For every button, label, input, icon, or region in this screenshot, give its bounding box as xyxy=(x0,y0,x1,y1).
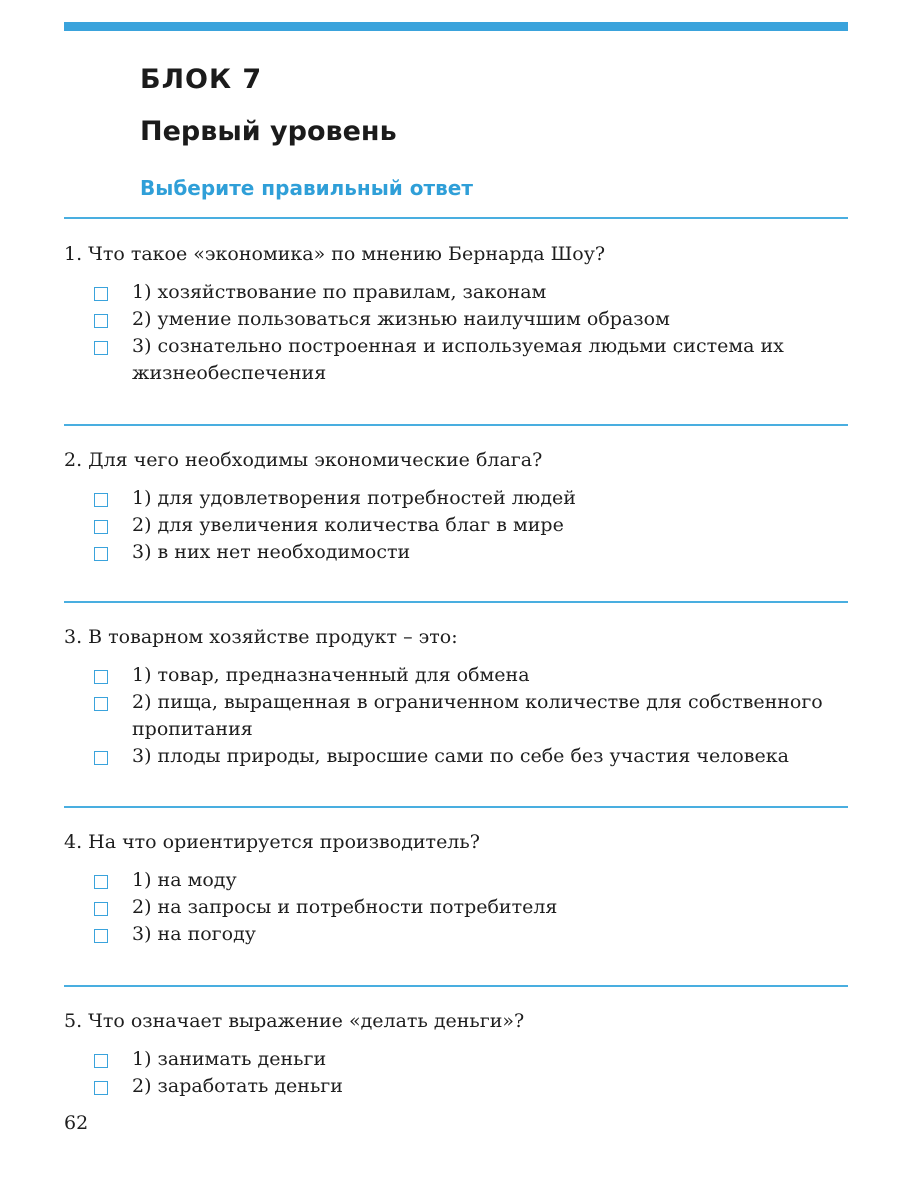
checkbox[interactable] xyxy=(94,751,108,765)
checkbox[interactable] xyxy=(94,341,108,355)
option-label: 3) на погоду xyxy=(132,923,256,945)
checkbox[interactable] xyxy=(94,875,108,889)
option-label: 1) товар, предназначенный для обмена xyxy=(132,664,530,686)
option-list xyxy=(64,662,848,770)
option-item[interactable] xyxy=(94,1046,848,1073)
option-item[interactable] xyxy=(94,662,848,689)
divider xyxy=(64,424,848,426)
option-item[interactable] xyxy=(94,894,848,921)
checkbox[interactable] xyxy=(94,493,108,507)
option-item[interactable] xyxy=(94,512,848,539)
checkbox[interactable] xyxy=(94,520,108,534)
level-title: Первый уровень xyxy=(140,116,397,147)
option-item[interactable] xyxy=(94,867,848,894)
option-item[interactable] xyxy=(94,743,848,770)
divider xyxy=(64,601,848,603)
question-3 xyxy=(64,624,848,770)
checkbox[interactable] xyxy=(94,697,108,711)
divider xyxy=(64,217,848,219)
option-list xyxy=(64,867,848,948)
option-item[interactable] xyxy=(94,306,848,333)
option-label: 1) хозяйствование по правилам, законам xyxy=(132,281,547,303)
option-label: 1) на моду xyxy=(132,869,237,891)
option-item[interactable] xyxy=(94,539,848,566)
question-text: 1. Что такое «экономика» по мнению Бернарда Шоу? xyxy=(64,243,606,265)
question-1 xyxy=(64,241,848,387)
page-number: 62 xyxy=(64,1112,89,1134)
option-item[interactable] xyxy=(94,279,848,306)
option-label: 3) в них нет необходимости xyxy=(132,541,411,563)
block-title: БЛОК 7 xyxy=(140,64,263,95)
question-5 xyxy=(64,1008,848,1100)
option-item[interactable] xyxy=(94,1073,848,1100)
checkbox[interactable] xyxy=(94,929,108,943)
option-label: 3) плоды природы, выросшие сами по себе без участия человека xyxy=(132,745,789,767)
option-label: 2) пища, выращенная в ограниченном количестве для собственного пропитания xyxy=(132,691,823,740)
checkbox[interactable] xyxy=(94,1054,108,1068)
top-accent-bar xyxy=(64,22,848,31)
instruction-heading: Выберите правильный ответ xyxy=(140,176,473,200)
checkbox[interactable] xyxy=(94,287,108,301)
checkbox[interactable] xyxy=(94,547,108,561)
option-label: 2) умение пользоваться жизнью наилучшим образом xyxy=(132,308,670,330)
option-label: 3) сознательно построенная и используемая людьми система их жизнеобеспечения xyxy=(132,335,784,384)
option-item[interactable] xyxy=(94,689,848,743)
option-list xyxy=(64,485,848,566)
option-item[interactable] xyxy=(94,921,848,948)
checkbox[interactable] xyxy=(94,902,108,916)
checkbox[interactable] xyxy=(94,1081,108,1095)
option-item[interactable] xyxy=(94,333,848,387)
question-4 xyxy=(64,829,848,948)
option-label: 2) заработать деньги xyxy=(132,1075,343,1097)
question-2 xyxy=(64,447,848,566)
option-label: 2) на запросы и потребности потребителя xyxy=(132,896,558,918)
checkbox[interactable] xyxy=(94,314,108,328)
divider xyxy=(64,806,848,808)
option-list xyxy=(64,1046,848,1100)
option-label: 1) занимать деньги xyxy=(132,1048,327,1070)
option-item[interactable] xyxy=(94,485,848,512)
question-text: 4. На что ориентируется производитель? xyxy=(64,831,480,853)
option-label: 2) для увеличения количества благ в мире xyxy=(132,514,564,536)
question-text: 2. Для чего необходимы экономические блага? xyxy=(64,449,543,471)
question-text: 5. Что означает выражение «делать деньги»? xyxy=(64,1010,525,1032)
divider xyxy=(64,985,848,987)
question-text: 3. В товарном хозяйстве продукт – это: xyxy=(64,626,458,648)
option-label: 1) для удовлетворения потребностей людей xyxy=(132,487,576,509)
checkbox[interactable] xyxy=(94,670,108,684)
option-list xyxy=(64,279,848,387)
